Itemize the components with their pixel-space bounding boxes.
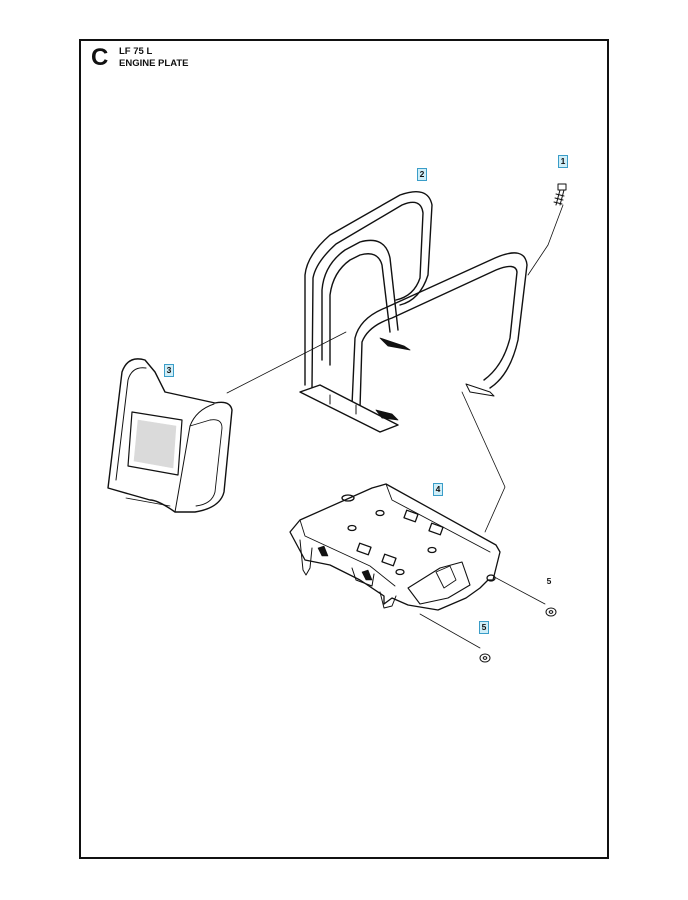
- section-letter: C: [91, 44, 109, 71]
- part-2-tube-frame: [300, 192, 527, 432]
- callout-part-5-washer-lower: 5: [479, 621, 489, 634]
- part-1-screw: [554, 184, 566, 205]
- part-3-cover: [108, 359, 232, 512]
- diagram-title: ENGINE PLATE: [119, 58, 189, 69]
- callout-part-1: 1: [558, 155, 568, 168]
- callout-part-3: 3: [164, 364, 174, 377]
- callout-part-2: 2: [417, 168, 427, 181]
- part-4-engine-plate: [290, 484, 500, 610]
- callout-part-4: 4: [433, 483, 443, 496]
- model-name: LF 75 L: [119, 46, 153, 57]
- callout-part-5-washer: 5: [546, 576, 552, 586]
- part-5-washers: [480, 608, 556, 662]
